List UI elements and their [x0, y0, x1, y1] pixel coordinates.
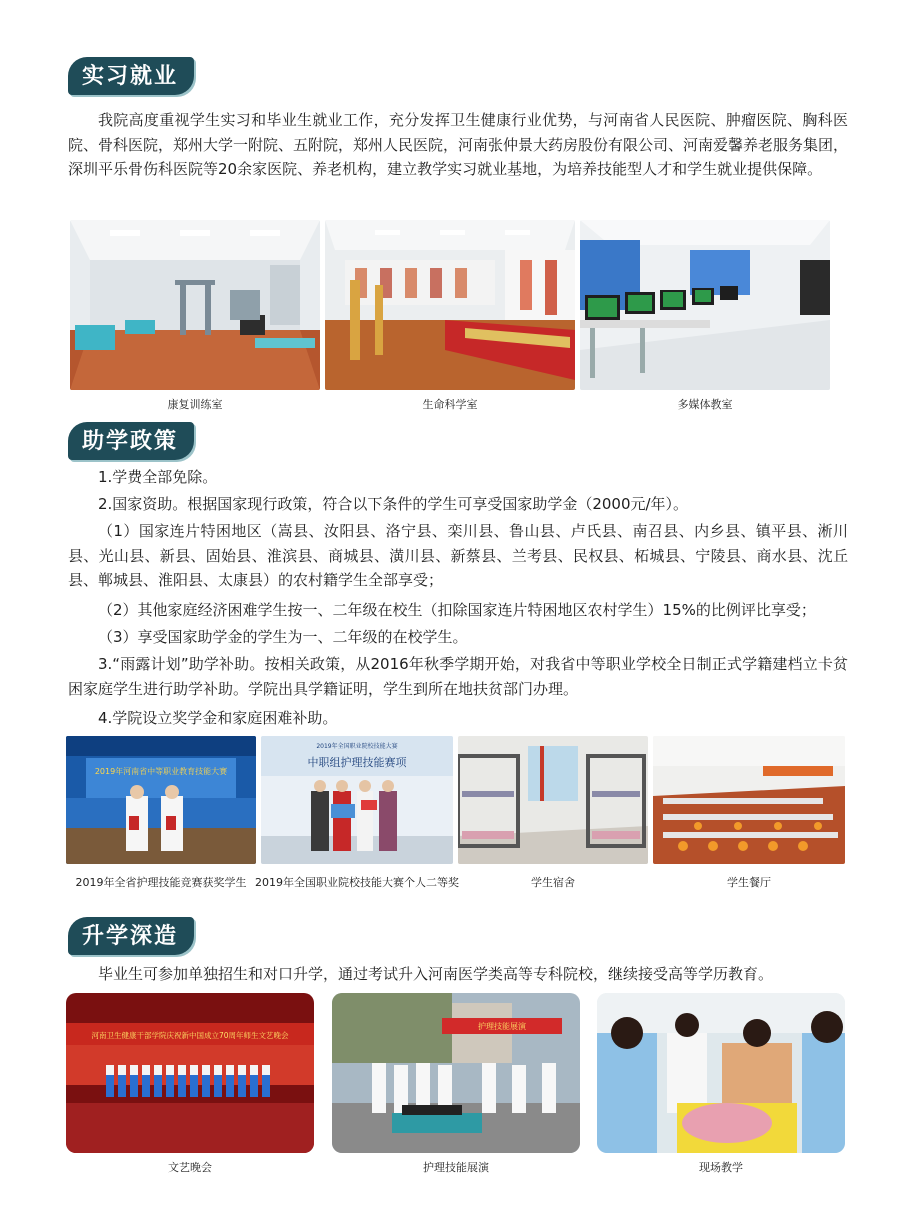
aid-item-2-1: （1）国家连片特困地区（嵩县、汝阳县、洛宁县、栾川县、鲁山县、卢氏县、南召县、内乡县、镇平县、淅川县、光山县、新县、固始县、淮滨县、商城县、潢川县、新蔡县、兰考县、民权县、柘城县、宁陵县、商水县、沈丘县、郸城县、淮阳县、太康县）的农村籍学生全部享受； [68, 522, 848, 589]
award2-banner-top: 2019年全国职业院校技能大赛 [316, 743, 398, 750]
award2-banner-mid: 中职组护理技能赛项 [307, 756, 407, 769]
caption-rehab-room: 康复训练室 [167, 398, 223, 411]
caption-national-skills-award: 2019年全国职业院校技能大赛个人二等奖 [255, 876, 459, 889]
aid-item-2: 2.国家资助。根据国家现行政策，符合以下条件的学生可享受国家助学金（2000元/年）。 [98, 495, 689, 513]
life-science-room-photo [325, 220, 575, 390]
aid-item-2-3: （3）享受国家助学金的学生为一、二年级的在校学生。 [98, 628, 468, 646]
dormitory-photo [458, 736, 648, 864]
gala-photo [66, 993, 314, 1153]
demo-banner-text: 护理技能展演 [478, 1022, 526, 1031]
section-title-internship: 实习就业 [68, 57, 194, 95]
award1-banner-text: 2019年河南省中等职业教育技能大赛 [94, 767, 228, 776]
caption-nursing-award: 2019年全省护理技能竞赛获奖学生 [75, 876, 247, 889]
caption-gala: 文艺晚会 [168, 1161, 212, 1174]
aid-item-2-2: （2）其他家庭经济困难学生按一、二年级在校生（扣除国家连片特困地区农村学生）15%的比例评比享受； [98, 601, 816, 619]
gala-banner-text: 河南卫生健康干部学院庆祝新中国成立70周年师生文艺晚会 [91, 1031, 289, 1040]
onsite-teaching-photo [597, 993, 845, 1153]
canteen-photo [653, 736, 845, 864]
rehab-room-photo [70, 220, 320, 390]
national-skills-award-photo [261, 736, 453, 864]
caption-nursing-demo: 护理技能展演 [423, 1161, 489, 1174]
nursing-demo-photo [332, 993, 580, 1153]
further-paragraph: 毕业生可参加单独招生和对口升学，通过考试升入河南医学类高等专科院校，继续接受高等学历教育。 [98, 965, 774, 983]
multimedia-classroom-photo [580, 220, 830, 390]
caption-canteen: 学生餐厅 [727, 876, 771, 889]
caption-onsite-teaching: 现场教学 [699, 1161, 743, 1174]
section-title-aid: 助学政策 [68, 422, 194, 460]
aid-item-1: 1.学费全部免除。 [98, 468, 218, 486]
aid-item-3: 3.“雨露计划”助学补助。按相关政策，从2016年秋季学期开始，对我省中等职业学校全日制正式学籍建档立卡贫困家庭学生进行助学补助。学院出具学籍证明，学生到所在地扶贫部门办理。 [68, 655, 848, 698]
caption-life-science-room: 生命科学室 [422, 398, 478, 411]
aid-item-4: 4.学院设立奖学金和家庭困难补助。 [98, 709, 338, 727]
internship-paragraph: 我院高度重视学生实习和毕业生就业工作，充分发挥卫生健康行业优势，与河南省人民医院、肿瘤医院、胸科医院、骨科医院，郑州大学一附院、五附院，郑州人民医院，河南张仲景大药房股份有限公司、河南爱馨养老服务集团，深圳平乐骨伤科医院等20余家医院、养老机构，建立教学实习就业基地，为培养技能型人才和学生就业提供保障。 [68, 111, 849, 178]
caption-multimedia-classroom: 多媒体教室 [677, 398, 733, 411]
section-title-further: 升学深造 [68, 917, 194, 955]
caption-dormitory: 学生宿舍 [531, 876, 575, 889]
nursing-award-photo [66, 736, 256, 864]
